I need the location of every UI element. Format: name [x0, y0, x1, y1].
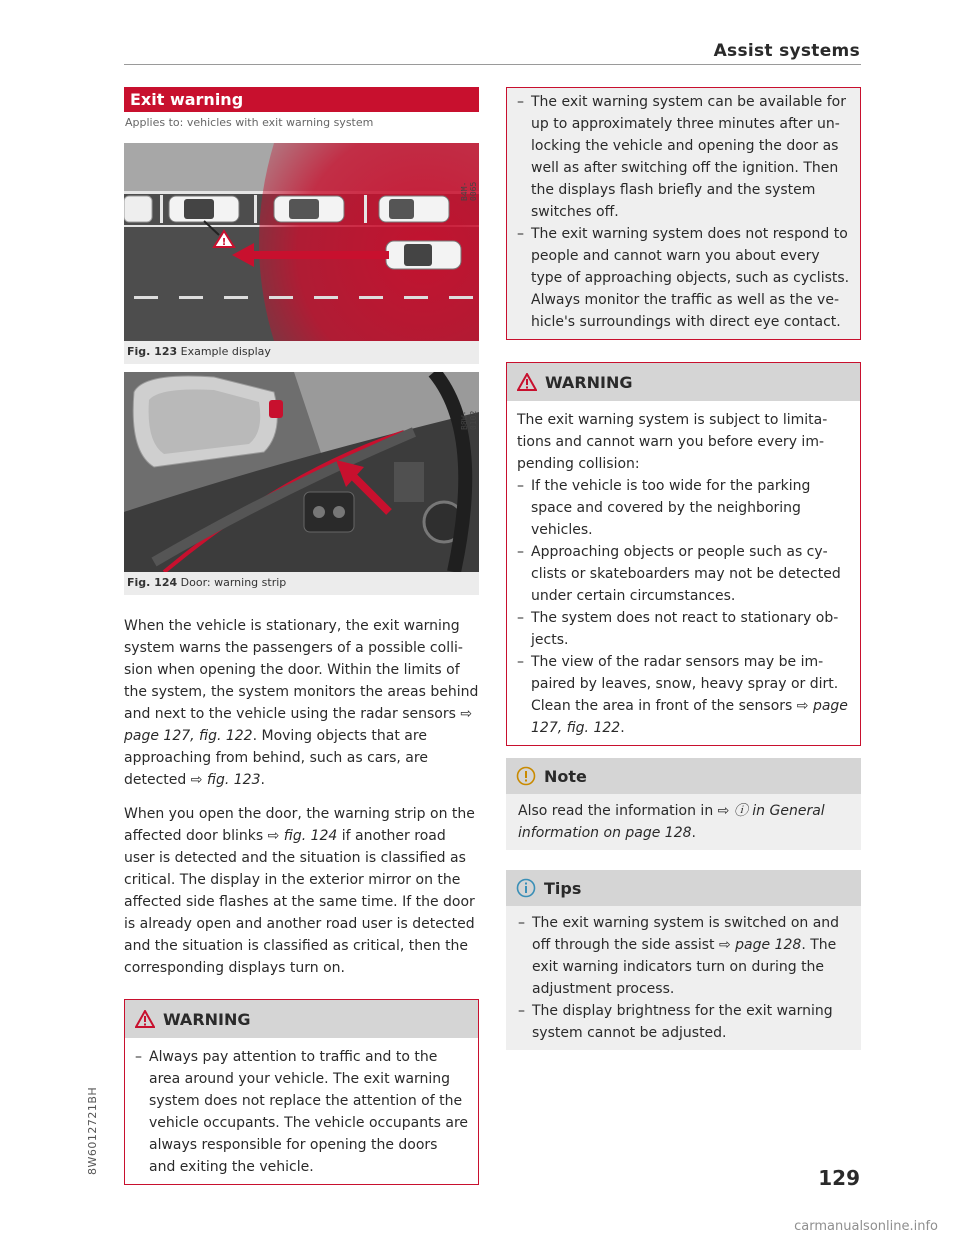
warning-box	[124, 999, 479, 1185]
list-item: – The display brightness for the exit warning system cannot be adjusted.	[518, 1000, 849, 1044]
cross-reference-link[interactable]: ⇨ fig. 124	[267, 828, 338, 844]
list-item	[517, 651, 850, 739]
text-run: if another road user is detected and the situation is classified as critical. The display in the exterior mirror on the affected side flashes at the same time. If the door is already open and another road user is detected and the situation is classified as critical, then the corresponding displays turn on.	[124, 828, 475, 976]
continued-info-box	[506, 87, 861, 340]
figure-label: Fig. 124	[127, 576, 178, 589]
warning-icon	[135, 1010, 155, 1028]
tips-header	[506, 870, 861, 906]
list-item: – Always pay attention to traffic and to the area around your vehicle. The exit warning system does not replace the attention of the vehicle occupants. The vehicle occupants are always responsible for opening the doors and exiting the vehicle.	[135, 1046, 468, 1178]
text-run: The view of the radar sensors may be impaired by leaves, snow, heavy spray or dirt. Clean the area in front of the sensors	[531, 654, 839, 714]
list-item: – The exit warning system can be available for up to approximately three minutes after unlocking the vehicle and opening the door as well as after switching off the ignition. Then the displays flash briefly and the system switches off.	[517, 91, 850, 223]
warning-title: WARNING	[545, 372, 633, 392]
info-icon	[516, 878, 536, 898]
watermark: carmanualsonline.info	[794, 1219, 938, 1234]
text-run: The exit warning system is switched on and off through the side assist	[532, 915, 840, 953]
list-item: – The system does not react to stationary objects.	[517, 607, 850, 651]
figure-caption-text: Example display	[180, 345, 271, 358]
list-item: – If the vehicle is too wide for the parking space and covered by the neighboring vehicles.	[517, 475, 850, 541]
warning-body	[507, 401, 860, 745]
document-code: 8W6012721BH	[86, 1086, 99, 1175]
cross-reference-link[interactable]: ⇨ page 128	[718, 937, 802, 953]
note-title: Note	[544, 766, 587, 786]
tips-body	[506, 906, 861, 1050]
header-rule	[124, 64, 861, 65]
figure-124	[124, 372, 479, 595]
right-column	[506, 87, 861, 1050]
figure-caption	[124, 341, 479, 364]
header-title: Assist systems	[713, 41, 860, 61]
text-run: .	[691, 825, 696, 841]
text-run: .	[260, 772, 265, 788]
left-column	[124, 87, 479, 1185]
warning-intro: The exit warning system is subject to limitations and cannot warn you before every impending collision:	[517, 412, 828, 472]
text-run: When the vehicle is stationary, the exit warning system warns the passengers of a possible collision when opening the door. Within the limits of the system, the system monitors the areas behind and next to the vehicle using the radar sensors	[124, 618, 479, 722]
warning-header	[125, 1000, 478, 1038]
figure-label: Fig. 123	[127, 345, 178, 358]
continued-info-body	[507, 88, 860, 339]
figure-123	[124, 143, 479, 364]
figure-code: B8W-0102	[460, 410, 478, 430]
page-number: 129	[818, 1166, 860, 1190]
text-run: . The exit warning indicators turn on during the adjustment process.	[532, 937, 837, 997]
cross-reference-link[interactable]: ⇨ ⓘ in General information on page 128	[518, 803, 825, 841]
applies-to: Applies to: vehicles with exit warning system	[125, 116, 374, 129]
text-run: When you open the door, the warning strip on the affected door blinks	[124, 806, 475, 844]
section-title: Exit warning	[124, 87, 479, 112]
warning-box	[506, 362, 861, 746]
note-box	[506, 758, 861, 850]
paragraph-2	[124, 803, 479, 979]
warning-title: WARNING	[163, 1009, 251, 1029]
paragraph-1	[124, 615, 479, 791]
door-warning-strip-image	[124, 372, 479, 572]
tips-title: Tips	[544, 878, 582, 898]
tips-box	[506, 870, 861, 1050]
warning-header	[507, 363, 860, 401]
note-header	[506, 758, 861, 794]
list-item	[518, 912, 849, 1000]
text-run: . Moving objects that are approaching from behind, such as cars, are detected	[124, 728, 428, 788]
warning-body	[125, 1038, 478, 1184]
list-item: – Approaching objects or people such as cyclists or skateboarders may not be detected under certain circumstances.	[517, 541, 850, 607]
svg-text:!: !	[221, 237, 227, 248]
cross-reference-link[interactable]: ⇨ page 127, fig. 122	[124, 706, 473, 744]
warning-icon	[517, 373, 537, 391]
text-run: .	[620, 720, 625, 736]
text-run: Also read the information in	[518, 803, 718, 819]
note-body	[506, 794, 861, 850]
cross-reference-link[interactable]: ⇨ fig. 123	[190, 772, 261, 788]
example-display-image	[124, 143, 479, 341]
figure-code: B4M-0065	[460, 181, 478, 201]
note-icon	[516, 766, 536, 786]
figure-caption-text: Door: warning strip	[180, 576, 287, 589]
list-item: – The exit warning system does not respond to people and cannot warn you about every type of approaching objects, such as cyclists. Always monitor the traffic as well as the vehicle's surroundings with direct eye contact.	[517, 223, 850, 333]
cross-reference-link[interactable]: ⇨ page 127, fig. 122	[531, 698, 848, 736]
figure-caption	[124, 572, 479, 595]
